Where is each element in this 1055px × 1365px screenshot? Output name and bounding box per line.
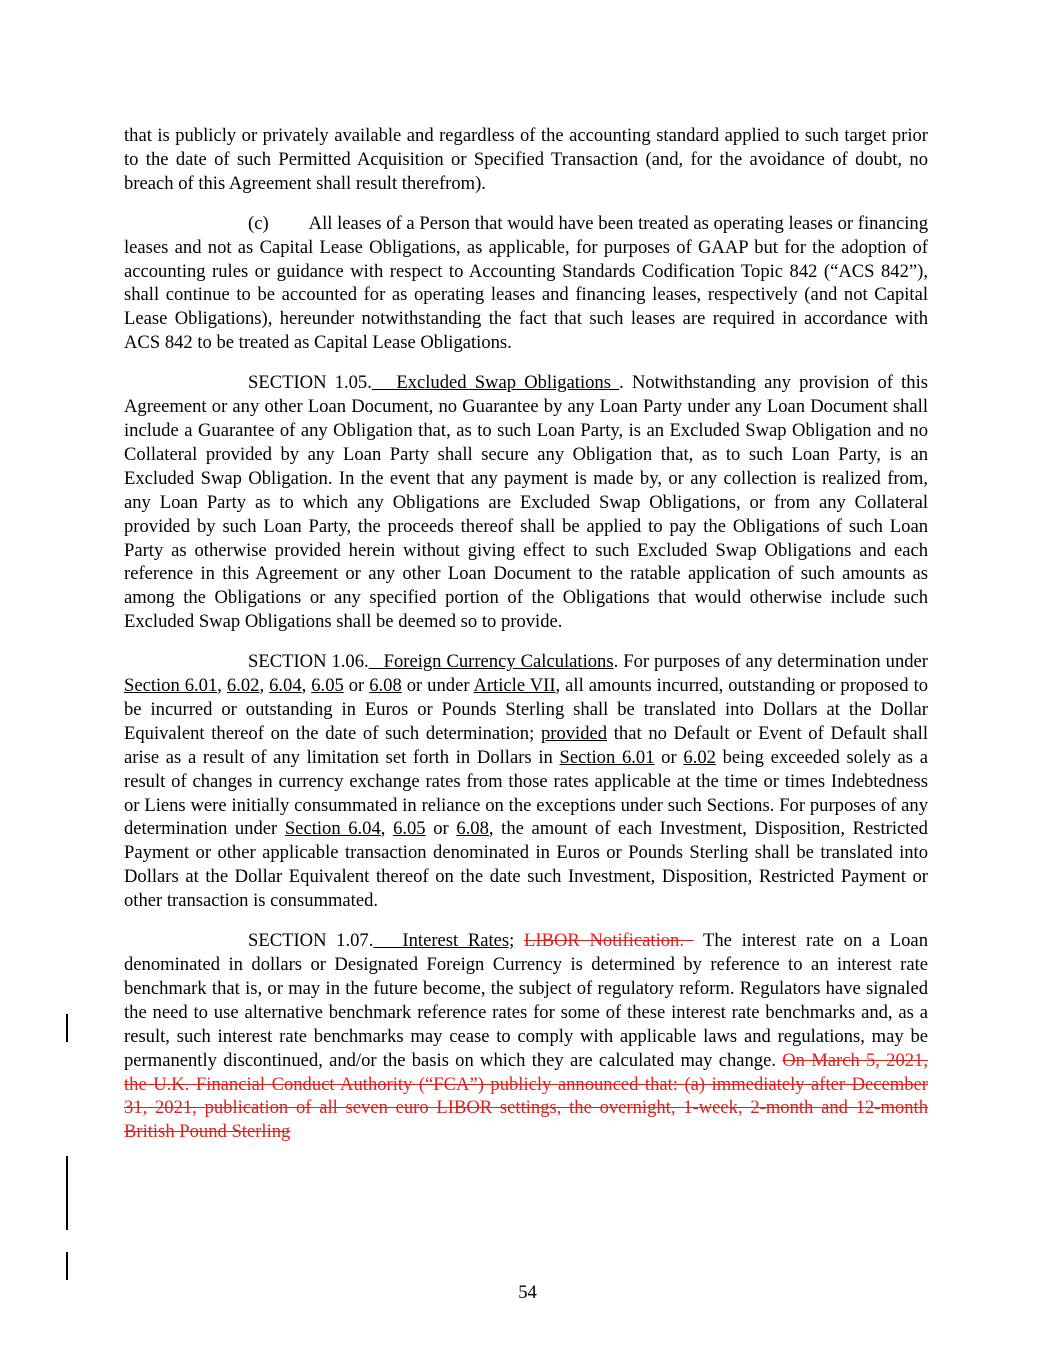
change-bar xyxy=(66,1156,68,1230)
cross-reference: 6.04 xyxy=(269,675,302,697)
clause-text: All leases of a Person that would have been treated as operating leases or financing leases and not as Capital Lease Obligations, as applicable, for purposes of GAAP but for the adoption of accounting rules or guidance with respect to Accounting Standards Codification Topic 842 (“ACS 842”), shall continue to be accounted for as operating leases and financing leases, respectively (and not Capital Lease Obligations), hereunder notwithstanding the fact that such leases are required in accordance with ACS 842 to be treated as Capital Lease Obligations. xyxy=(124,212,928,354)
deleted-text: On March 5, 2021, the U.K. Financial Conduct Authority (“FCA”) publicly announced that: (a) immediately after December 31, 2021, publication of all seven euro LIBOR settings, the overnight, 1-week, 2-month and 12-month British Pound Sterling xyxy=(124,1049,928,1143)
section-number: SECTION 1.06. xyxy=(248,651,369,673)
section-text: The interest rate on a Loan denominated in dollars or Designated Foreign Currency is determined by reference to an interest rate benchmark that is, or may in the future become, the subject of regulatory reform. Regulators have signaled the need to use alternative benchmark reference rates for some of these interest rate benchmarks and, as a result, such interest rate benchmarks may cease to comply with applicable laws and regulations, may be permanently discontinued, and/or the basis on which they are calculated may change. xyxy=(124,930,928,1071)
section-text: . Notwithstanding any provision of this Agreement or any other Loan Document, no Guarantee by any Loan Party under any Loan Document shall include a Guarantee of any Obligation that, as to such Loan Party, is an Excluded Swap Obligation and no Collateral provided by any Loan Party shall secure any Obligation that, as to such Loan Party, is an Excluded Swap Obligation. In the event that any payment is made by, or any collection is realized from, any Loan Party as to which any Obligations are Excluded Swap Obligations, or from any Collateral provided by such Loan Party, the proceeds thereof shall be applied to pay the Obligations of such Loan Party as otherwise provided herein without giving effect to such Excluded Swap Obligations and each reference in this Agreement or any other Loan Document to the ratable application of such amounts as among the Obligations or any specified portion of the Obligations that would otherwise include such Excluded Swap Obligations shall be deemed so to provide. xyxy=(124,372,928,633)
cross-reference: Section 6.01 xyxy=(124,675,218,697)
cross-reference: 6.05 xyxy=(311,675,344,697)
clause-label: (c) xyxy=(248,212,269,234)
cross-reference: 6.02 xyxy=(226,675,260,697)
change-bar xyxy=(66,1252,68,1280)
paragraph-continuation: that is publicly or privately available and regardless of the accounting standard applied to such target prior to the date of such Permitted Acquisition or Specified Transaction (and, for the avoidance of doubt, no breach of this Agreement shall result therefrom). xyxy=(124,125,928,194)
provided-term: provided xyxy=(540,722,608,744)
change-bar xyxy=(66,1014,68,1042)
cross-reference: 6.02 xyxy=(683,746,716,768)
cross-reference: Section 6.04 xyxy=(284,818,381,840)
cross-reference: 6.08 xyxy=(456,818,489,840)
section-1-07 xyxy=(124,929,928,1144)
section-title: Interest Rates; xyxy=(402,930,515,952)
section-title-spacer xyxy=(372,372,396,393)
section-1-05 xyxy=(124,371,928,634)
page-number: 54 xyxy=(518,1282,537,1303)
document-body xyxy=(124,124,928,1160)
section-title: Foreign Currency Calculations xyxy=(383,651,614,673)
cross-reference: Article VII xyxy=(473,675,556,697)
section-number: SECTION 1.05. xyxy=(248,372,372,394)
cross-reference: Section 6.01 xyxy=(559,746,655,768)
section-title: Excluded Swap Obligations xyxy=(396,372,611,394)
section-number: SECTION 1.07. xyxy=(248,930,374,952)
cross-reference: 6.08 xyxy=(369,675,402,697)
section-1-06: SECTION 1.06. Foreign Currency Calculations. For purposes of any determination under Section 6.01, 6.02, 6.04, 6.05 or 6.08 or under Article VII, all amounts incurred, outstanding or proposed to be incurred or outstanding in Euros or Pounds Sterling shall be translated into Dollars at the Dollar Equivalent thereof on the date of such determination; provided that no Default or Event of Default shall arise as a result of any limitation set forth in Dollars in Section 6.01 or 6.02 being exceeded solely as a result of changes in currency exchange rates from those rates applicable at the time or times Indebtedness or Liens were initially consummated in reliance on the exceptions under such Sections. For purposes of any determination under Section 6.04, 6.05 or 6.08, the amount of each Investment, Disposition, Restricted Payment or other applicable transaction denominated in Euros or Pounds Sterling shall be translated into Dollars at the Dollar Equivalent thereof on the date such Investment, Disposition, Restricted Payment or other transaction is consummated. xyxy=(124,651,929,912)
paragraph-c xyxy=(124,212,928,355)
deleted-title: LIBOR Notification. xyxy=(524,930,684,952)
cross-reference: 6.05 xyxy=(393,818,426,840)
